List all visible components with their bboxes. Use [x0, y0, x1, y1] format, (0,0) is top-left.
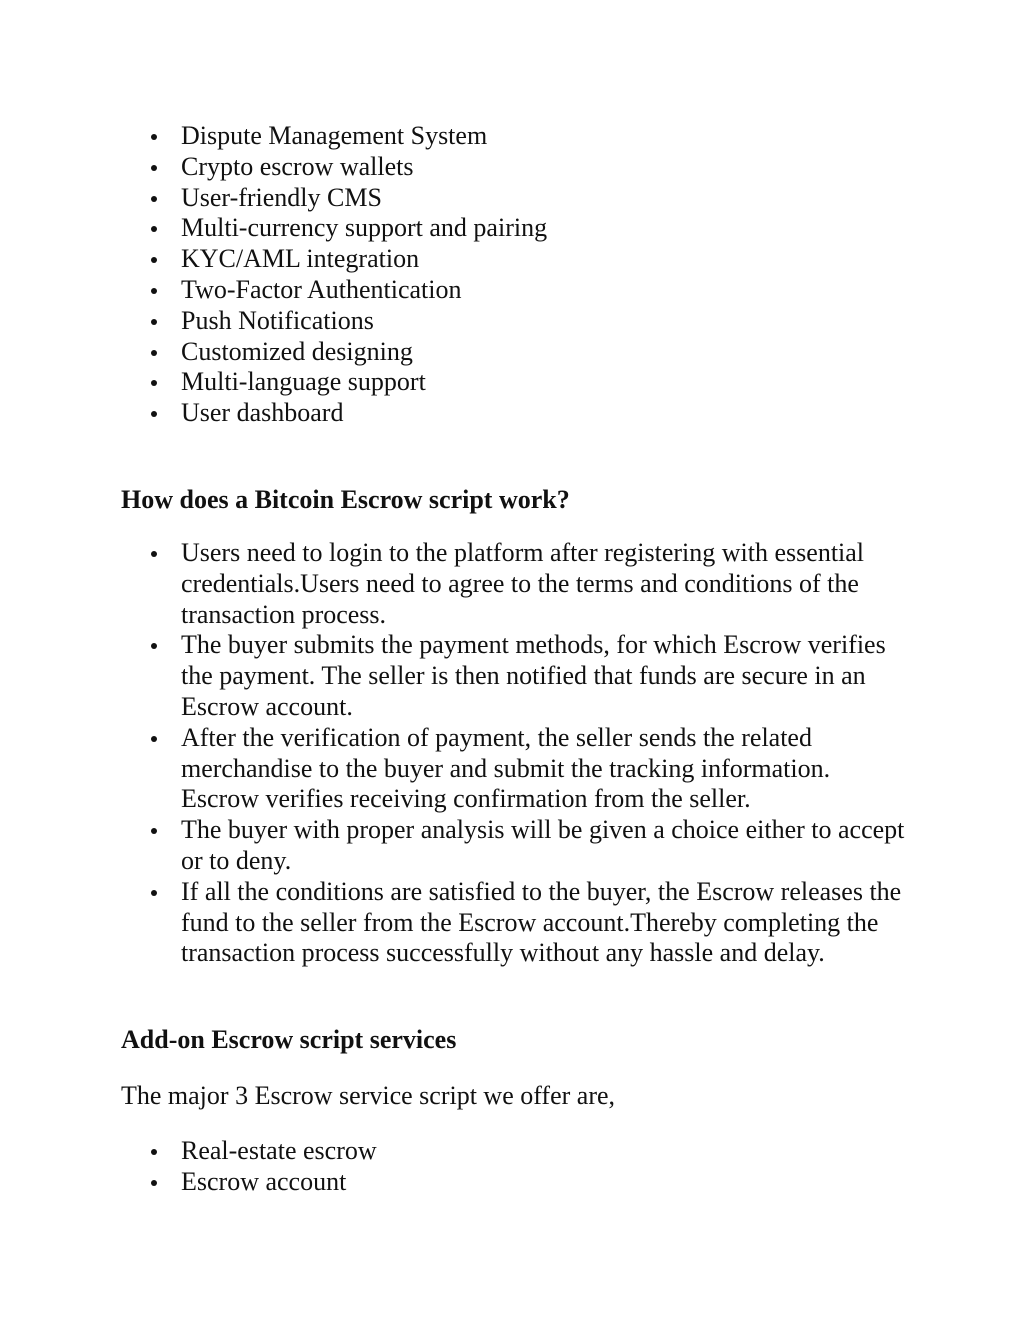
list-item: [0, 1136, 1024, 1167]
bullet-icon: [151, 350, 157, 356]
bullet-icon: [151, 551, 157, 557]
services-list: [0, 1136, 1024, 1198]
bullet-icon: [151, 890, 157, 896]
list-item: [0, 723, 1024, 815]
list-item-text: The buyer submits the payment methods, for which Escrow verifies the payment. The seller is then notified that funds are secure in an Escrow account.: [181, 630, 886, 721]
list-item: [0, 538, 1024, 630]
list-item-text: User-friendly CMS: [181, 182, 382, 212]
list-item-text: The buyer with proper analysis will be given a choice either to accept or to deny.: [181, 815, 905, 875]
list-item-text: Multi-language support: [181, 367, 426, 397]
list-item-text: Crypto escrow wallets: [181, 151, 414, 181]
list-item: [0, 367, 1024, 398]
list-item: [0, 877, 1024, 969]
bullet-icon: [151, 380, 157, 386]
list-item: [0, 213, 1024, 244]
list-item-text: KYC/AML integration: [181, 244, 420, 274]
section-heading-addon-services: Add-on Escrow script services: [121, 1025, 457, 1054]
bullet-icon: [151, 257, 157, 263]
bullet-icon: [151, 736, 157, 742]
list-item: [0, 815, 1024, 877]
features-list: [0, 121, 1024, 429]
list-item-text: Real-estate escrow: [181, 1136, 377, 1165]
addon-intro-paragraph: The major 3 Escrow service script we offer are,: [121, 1081, 616, 1110]
list-item: [0, 275, 1024, 306]
list-item: [0, 398, 1024, 429]
list-item-text: Push Notifications: [181, 305, 374, 335]
bullet-icon: [151, 1149, 157, 1155]
bullet-icon: [151, 319, 157, 325]
bullet-icon: [151, 411, 157, 417]
list-item-text: Two-Factor Authentication: [181, 274, 462, 304]
list-item-text: If all the conditions are satisfied to the buyer, the Escrow releases the fund to the seller from the Escrow account.Thereby completing the transaction process successfully without any hassle and delay.: [181, 876, 902, 968]
list-item-text: Users need to login to the platform after registering with essential credentials.Users need to agree to the terms and conditions of the transaction process.: [181, 538, 865, 629]
list-item-text: Dispute Management System: [181, 121, 488, 150]
bullet-icon: [151, 1180, 157, 1186]
bullet-icon: [151, 828, 157, 834]
list-item: [0, 183, 1024, 214]
bullet-icon: [151, 165, 157, 171]
bullet-icon: [151, 226, 157, 232]
bullet-icon: [151, 288, 157, 294]
list-item-text: After the verification of payment, the seller sends the related merchandise to the buyer and submit the tracking information. Escrow verifies receiving confirmation from the seller.: [181, 722, 831, 814]
list-item-text: Customized designing: [181, 336, 413, 366]
list-item: [0, 152, 1024, 183]
list-item: [0, 121, 1024, 152]
section-heading-how-it-works: How does a Bitcoin Escrow script work?: [121, 485, 570, 514]
list-item: [0, 1167, 1024, 1198]
bullet-icon: [151, 134, 157, 140]
list-item-text: Multi-currency support and pairing: [181, 213, 548, 243]
bullet-icon: [151, 643, 157, 649]
list-item-text: User dashboard: [181, 398, 344, 428]
list-item-text: Escrow account: [181, 1166, 347, 1196]
list-item: [0, 337, 1024, 368]
bullet-icon: [151, 196, 157, 202]
steps-list: [0, 538, 1024, 969]
list-item: [0, 244, 1024, 275]
list-item: [0, 306, 1024, 337]
list-item: [0, 630, 1024, 722]
